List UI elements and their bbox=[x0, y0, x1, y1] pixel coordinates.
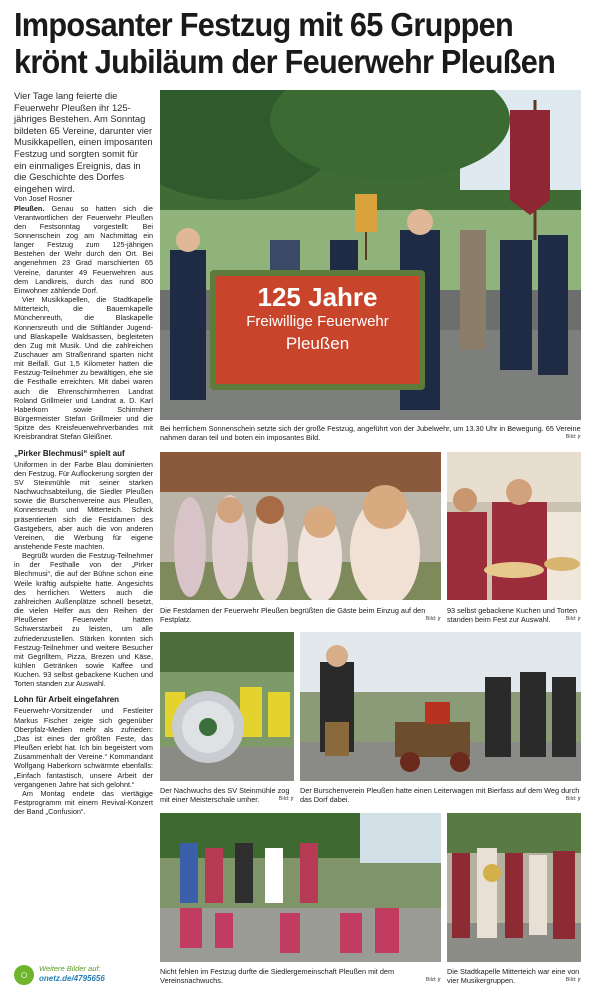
paragraph-5: Feuerwehr-Vorsitzender und Festleiter Markus Fischer zeigte sich gegenüber Oberpfalz-Medien mehr als zufrieden: „Das ist eines der größten Feste, das Pleußen erlebt hat. Ich bin begeistert vom Zusammenhalt der Vereine.“ Kommandant Wolfgang Haberkorn schwärmte ebenfalls: „Einfach fantastisch, unsere Arbeit der vergangenen Jahre hat sich gelohnt.“ bbox=[14, 706, 153, 789]
article-lead: Vier Tage lang feierte die Feuerwehr Pleußen ihr 125-jähriges Bestehen. Am Sonntag bildeten 65 Vereine, darunter vier Musikkapellen, einen imposanten Festzug und sorgten somit für ein einmaliges Ereignis, das in die Geschichte des Dorfes eingehen wird. bbox=[14, 90, 153, 194]
caption-burschen-text: Der Burschenverein Pleußen hatte einen Leiterwagen mit Bierfass auf dem Weg durch das Dorf dabei. bbox=[300, 786, 580, 804]
paragraph-4: Begrüßt wurden die Festzug-Teilnehmer in der Festhalle von der „Pirker Blechmusi“, die auf der Bühne schon eine Weile kräftig aufspielte hatte. Angesichts des herrlichen Wetters auch die zahlreichen Außenplätze schnell besetzt, die vielen Helfer aus den Reihen der Pleußener Feuerwehr hatten Schwerstarbeit zu leisten, um alle zufriedenzustellen. Stärken konnten sich Festzug-Teilnehmer und weitere Besucher mit Gegrilltem, Pizza, Brezen und Käse, kühlen Getränken sowie Kaffee und Kuchen. 93 selbst gebackene Kuchen und Torten standen zur Auswahl. bbox=[14, 551, 153, 689]
paragraph-6: Am Montag endete das viertägige Festprogramm mit einem Revival-Konzert der Band „Confusion“. bbox=[14, 788, 153, 817]
caption-siedler bbox=[160, 967, 441, 985]
caption-siedler-text: Nicht fehlen im Festzug durfte die Siedlergemeinschaft Pleußen mit dem Vereinsnachwuchs. bbox=[160, 967, 395, 985]
photo-kuchen bbox=[447, 452, 581, 600]
banner-line-2: Freiwillige Feuerwehr bbox=[246, 313, 389, 330]
photo-main-festzug bbox=[160, 90, 581, 420]
caption-festdamen-text: Die Festdamen der Feuerwehr Pleußen begrüßten die Gäste beim Einzug auf den Festplatz. bbox=[160, 606, 426, 624]
credit-burschen: Bild: jr bbox=[565, 796, 581, 802]
paragraph-1-text: Genau so hatten sich die Verantwortlichen der Feuerwehr Pleußen den Festsonntag vorgestellt: Bei Sonnenschein zog am Nachmittag ein langer Festzug zum 125-jährigen Bestehen der Wehr durch den Ort. Bei angenehmen 23 Grad marschierten 65 Vereine, darunter 49 Feuerwehren aus dem Landkreis, durch das rund 800 Einwohner zählende Dorf. bbox=[14, 203, 153, 295]
credit-siedler: Bild: jr bbox=[425, 977, 441, 983]
more-pictures-url[interactable]: onetz.de/4795656 bbox=[39, 974, 105, 983]
caption-kuchen-text: 93 selbst gebackene Kuchen und Torten standen beim Fest zur Auswahl. bbox=[447, 606, 578, 624]
subheading-lohn: Lohn für Arbeit eingefahren bbox=[14, 695, 120, 705]
onetz-logo-icon: ○ bbox=[14, 965, 34, 985]
paragraph-2: Vier Musikkapellen, die Stadtkapelle Mitterteich, die Bauernkapelle Münchenreuth, die Blaskapelle Konnersreuth und die Stiftländer Jugend- und Blaskapelle Waldsassen, begleiteten den Zug mit Musik. Und die zahlreichen Zuschauer am Straßenrand sparten nicht mit Beifall. Gut 1,5 Kilometer hatten die Festzug-Teilnehmer zu bewältigen, ehe sie die Festhalle erreichten. Mit dabei waren auch die Ehrenschirmherren Landrat Roland Grillmeier und Landrat a. D. Karl Haberkorn sowie Schirmherr Bürgermeister Stefan Grillmeier und die Spitze des Kreisfeuerwehrverbandes mit Kreisbrandrat Stefan Gleißner. bbox=[14, 295, 153, 442]
caption-nachwuchs bbox=[160, 786, 294, 804]
article-author: Von Josef Rosner bbox=[14, 194, 73, 204]
photo-stadtkapelle bbox=[447, 813, 581, 962]
caption-festdamen bbox=[160, 606, 441, 624]
credit-stadtkapelle: Bild: jr bbox=[565, 977, 581, 983]
credit-main: Bild: jr bbox=[565, 434, 581, 440]
banner-line-1: 125 Jahre bbox=[257, 282, 378, 312]
caption-stadtkapelle bbox=[447, 967, 581, 985]
credit-nachwuchs: Bild: jr bbox=[278, 796, 294, 802]
caption-stadtkapelle-text: Die Stadtkapelle Mitterteich war eine von vier Musikergruppen. bbox=[447, 967, 580, 985]
credit-kuchen: Bild: jr bbox=[565, 616, 581, 622]
photo-nachwuchs bbox=[160, 632, 294, 781]
photo-siedler bbox=[160, 813, 441, 962]
caption-main bbox=[160, 424, 581, 442]
caption-kuchen bbox=[447, 606, 581, 624]
more-pictures-label: Weitere Bilder auf: bbox=[39, 964, 101, 973]
caption-burschen bbox=[300, 786, 581, 804]
banner-line-3: Pleußen bbox=[285, 334, 350, 353]
credit-festdamen: Bild: jr bbox=[425, 616, 441, 622]
caption-main-text: Bei herrlichem Sonnenschein setzte sich der große Festzug, angeführt von der Jubelwehr, um 13.30 Uhr in Bewegung. 65 Vereine nahmen daran teil und boten ein imposantes Bild. bbox=[160, 424, 581, 442]
caption-nachwuchs-text: Der Nachwuchs des SV Steinmühle zog mit einer Meisterschale umher. bbox=[160, 786, 290, 804]
paragraph-3: Uniformen in der Farbe Blau dominierten den Festzug. Für Auflockerung sorgten der SV Steinmühle mit seiner starken Nachwuchsabteilung, die Siedler Pleußen sowie die Burschenvereine aus Pleußen, Konnersreuth und Mitterteich. Schick präsentierten sich die Festdamen des Gastgebers, aber auch die von anderen Vereinen, die Werbung für eigene anstehende Feste machten. bbox=[14, 459, 153, 551]
subheading-pirker-blechmusi: „Pirker Blechmusi“ spielt auf bbox=[14, 448, 125, 458]
dateline: Pleußen. bbox=[14, 203, 45, 213]
photo-burschen bbox=[300, 632, 581, 781]
article-text-column bbox=[14, 90, 153, 816]
headline bbox=[14, 6, 556, 80]
more-pictures-link[interactable] bbox=[14, 963, 164, 991]
paragraph-1 bbox=[14, 204, 153, 296]
photo-festdamen bbox=[160, 452, 441, 600]
headline-line-1: Imposanter Festzug mit 65 Gruppen bbox=[14, 6, 513, 43]
banner-text bbox=[216, 282, 419, 356]
headline-line-2: krönt Jubiläum der Feuerwehr Pleußen bbox=[14, 43, 556, 80]
